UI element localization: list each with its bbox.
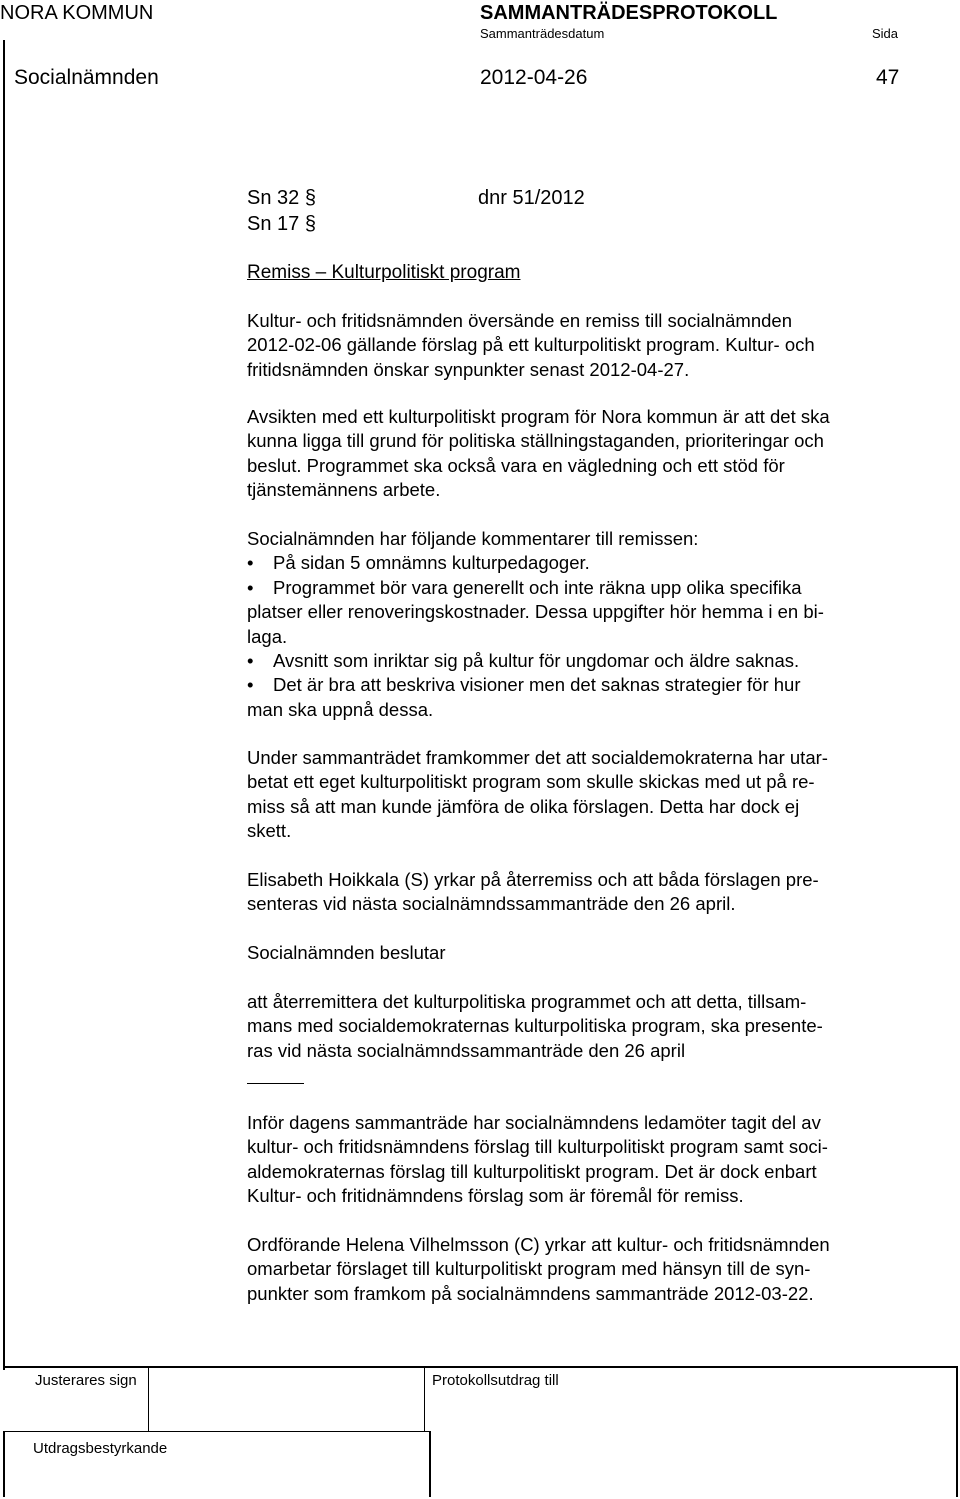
text-line: omarbetar förslaget till kulturpolitiskt program med hänsyn till de syn- xyxy=(247,1258,811,1280)
text-line: betat ett eget kulturpolitiskt program som skulle skickas med ut på re- xyxy=(247,771,815,793)
bullet-icon: • xyxy=(247,552,254,574)
protokollsutdrag-label: Protokollsutdrag till xyxy=(432,1372,559,1389)
text-line: laga. xyxy=(247,625,288,647)
section-mark-icon: § xyxy=(304,187,316,209)
comments-intro: Socialnämnden har följande kommentarer till remissen: xyxy=(247,528,699,549)
case-dnr: dnr 51/2012 xyxy=(478,187,585,209)
case-ref-2 xyxy=(247,213,316,236)
text-line: skett. xyxy=(247,820,292,842)
text-line: aldemokraternas förslag till kulturpolitiskt program. Det är dock enbart xyxy=(247,1160,817,1182)
text-line: Under sammanträdet framkommer det att socialdemokraterna har utar- xyxy=(247,747,828,768)
page-number: 47 xyxy=(876,66,900,89)
date-label: Sammanträdesdatum xyxy=(480,26,605,41)
text-line: att återremittera det kulturpolitiska programmet och att detta, tillsam- xyxy=(247,991,807,1012)
org-name: NORA KOMMUN xyxy=(0,2,154,24)
list-item xyxy=(247,551,917,575)
text-line: Programmet bör vara generellt och inte räkna upp olika specifika xyxy=(273,576,802,598)
paragraph-infor-dagens xyxy=(247,1111,917,1209)
text-line: platser eller renoveringskostnader. Dessa uppgifter hör hemma i en bi- xyxy=(247,601,824,623)
utdragsbestyrkande-label: Utdragsbestyrkande xyxy=(33,1440,168,1457)
case-ref-1-text: Sn 32 xyxy=(247,187,300,209)
text-line: Kultur- och fritidsnämnden översände en remiss till socialnämnden xyxy=(247,310,792,331)
section-mark-icon: § xyxy=(304,213,316,235)
text-line: Kultur- och fritidnämndens förslag som är föremål för remiss. xyxy=(247,1185,744,1207)
paragraph-yrkande-s xyxy=(247,868,917,917)
meeting-date: 2012-04-26 xyxy=(480,66,588,89)
text-line: Avsikten med ett kulturpolitiskt program för Nora kommun är att det ska xyxy=(247,406,830,427)
paragraph-ordforande xyxy=(247,1233,917,1306)
footer-right-border xyxy=(956,1366,958,1497)
text-line: Socialnämnden beslutar xyxy=(247,942,446,963)
text-line: senteras vid nästa socialnämndssammanträde den 26 april. xyxy=(247,893,736,915)
decision-heading xyxy=(247,941,917,965)
justerares-sign-label: Justerares sign xyxy=(35,1372,137,1389)
page-label: Sida xyxy=(872,26,899,41)
comments-list xyxy=(247,527,917,722)
text-line: ras vid nästa socialnämndssammanträde den 26 april xyxy=(247,1039,686,1061)
text-line: Ordförande Helena Vilhelmsson (C) yrkar att kultur- och fritidsnämnden xyxy=(247,1234,830,1255)
bullet-icon: • xyxy=(247,576,254,598)
text-line: Avsnitt som inriktar sig på kultur för ungdomar och äldre saknas. xyxy=(273,650,800,672)
text-line: fritidsnämnden önskar synpunkter senast 2012-04-27. xyxy=(247,358,690,380)
text-line: kultur- och fritidsnämndens förslag till kulturpolitiskt program samt soci- xyxy=(247,1136,828,1158)
bullet-icon: • xyxy=(247,650,254,672)
case-title: Remiss – Kulturpolitiskt program xyxy=(247,262,521,283)
text-line: På sidan 5 omnämns kulturpedagoger. xyxy=(273,552,590,574)
bullet-icon: • xyxy=(247,674,254,696)
paragraph-decision xyxy=(247,990,917,1063)
committee-name: Socialnämnden xyxy=(14,66,159,89)
list-item xyxy=(247,576,917,600)
text-line: mans med socialdemokraternas kulturpolitiska program, ska presente- xyxy=(247,1015,823,1037)
paragraph-remiss xyxy=(247,309,917,382)
paragraph-avsikten xyxy=(247,405,917,503)
left-margin-line xyxy=(3,40,5,1370)
case-ref-1 xyxy=(247,187,316,210)
case-ref-2-text: Sn 17 xyxy=(247,213,300,235)
text-line: kunna ligga till grund för politiska ställningstaganden, prioriteringar och xyxy=(247,430,824,452)
list-item xyxy=(247,673,917,697)
paragraph-under-sammantradet xyxy=(247,746,917,844)
document-type: SAMMANTRÄDESPROTOKOLL xyxy=(480,2,778,24)
text-line: punkter som framkom på socialnämndens sammanträde 2012-03-22. xyxy=(247,1282,814,1304)
text-line: Elisabeth Hoikkala (S) yrkar på återremiss och att båda förslagen pre- xyxy=(247,869,819,890)
text-line: Det är bra att beskriva visioner men det saknas strategier för hur xyxy=(273,674,801,696)
text-line: beslut. Programmet ska också vara en vägledning och ett stöd för xyxy=(247,454,785,476)
text-line: man ska uppnå dessa. xyxy=(247,698,434,720)
text-line: miss så att man kunde jämföra de olika förslagen. Detta har dock ej xyxy=(247,795,800,817)
separator-line xyxy=(247,1083,304,1084)
text-line: tjänstemännens arbete. xyxy=(247,479,441,501)
text-line: Inför dagens sammanträde har socialnämndens ledamöter tagit del av xyxy=(247,1112,821,1133)
signature-box xyxy=(148,1366,425,1431)
list-item xyxy=(247,649,917,673)
text-line: 2012-02-06 gällande förslag på ett kulturpolitiskt program. Kultur- och xyxy=(247,334,815,356)
